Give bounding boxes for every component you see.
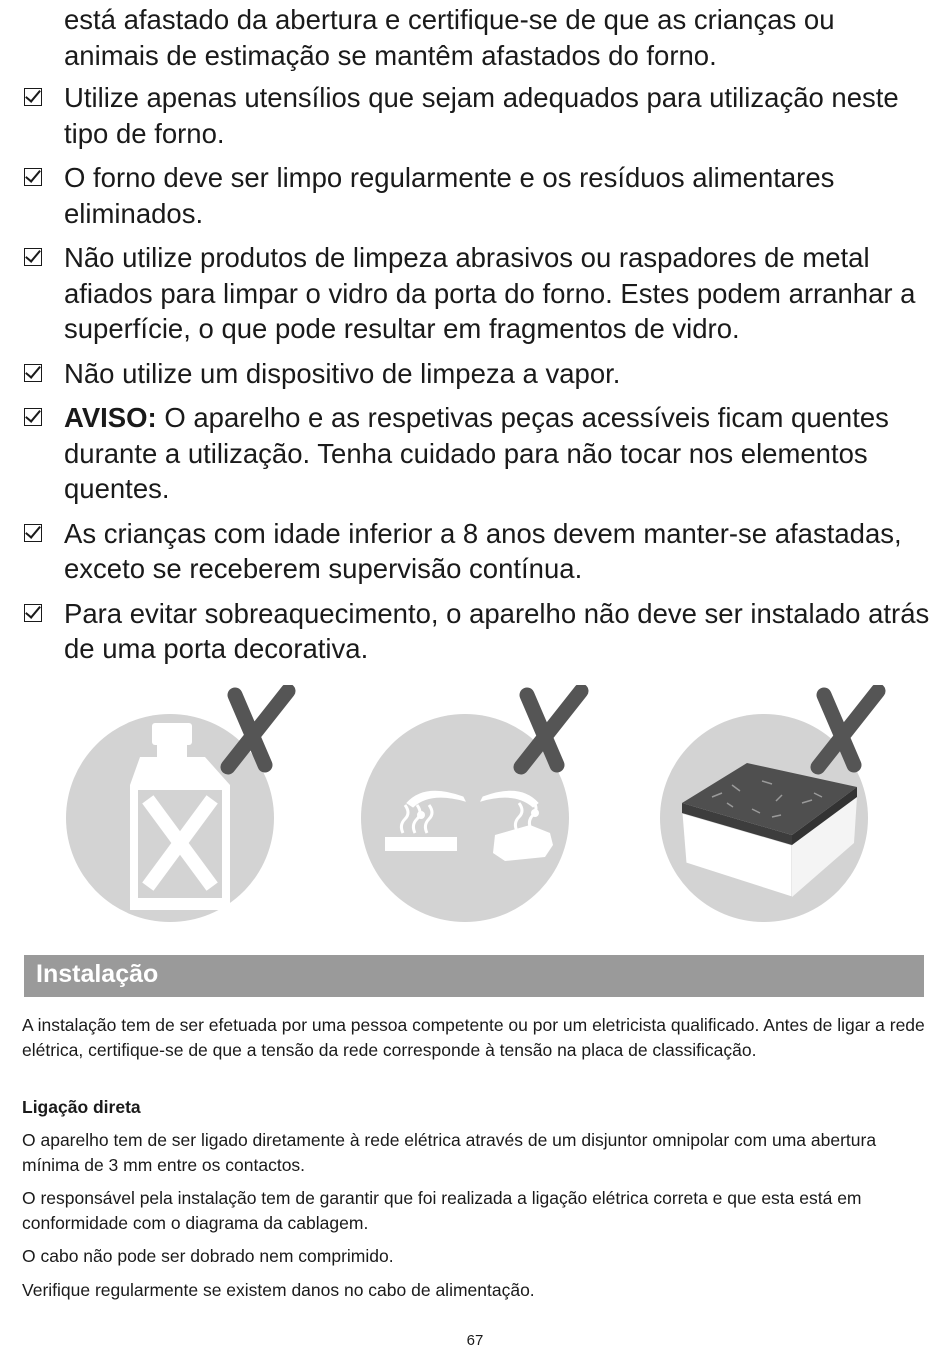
warning-label: AVISO: (64, 402, 157, 433)
abrasive-sponge-illustration (652, 685, 892, 930)
checkbox-icon (24, 248, 42, 266)
checklist-text: Para evitar sobreaquecimento, o aparelho não deve ser instalado atrás de uma porta decorativa. (64, 597, 930, 664)
checkbox-icon (24, 604, 42, 622)
checklist-item (22, 80, 942, 151)
prohibited-x-icon (521, 691, 581, 767)
corrosive-chemical-illustration (355, 685, 595, 930)
safety-checklist (22, 80, 942, 676)
checkbox-icon (24, 524, 42, 542)
checklist-text: O aparelho e as respetivas peças acessíveis ficam quentes durante a utilização. Tenha cuidado para não tocar nos elementos quentes. (64, 402, 889, 504)
checklist-text: O forno deve ser limpo regularmente e os resíduos alimentares eliminados. (64, 162, 835, 229)
paragraph: O cabo não pode ser dobrado nem comprimido. (22, 1246, 394, 1266)
toxic-bottle-illustration (60, 685, 300, 930)
checklist-text: As crianças com idade inferior a 8 anos devem manter-se afastadas, exceto se receberem supervisão contínua. (64, 517, 902, 584)
checkbox-icon (24, 408, 42, 426)
checklist-item (22, 160, 942, 231)
paragraph: O responsável pela instalação tem de garantir que foi realizada a ligação elétrica correta e que esta está em conformidade com o diagrama da cablagem. (22, 1188, 862, 1233)
checklist-item (22, 596, 942, 667)
prohibited-x-icon (228, 691, 288, 767)
checklist-text: Não utilize um dispositivo de limpeza a vapor. (64, 357, 621, 389)
section-title: Instalação (36, 960, 159, 988)
section-header-bar (24, 955, 924, 997)
checklist-item (22, 516, 942, 587)
checkbox-icon (24, 168, 42, 186)
prohibited-x-icon (818, 691, 878, 767)
checkbox-icon (24, 88, 42, 106)
checklist-item (22, 240, 942, 347)
lead-paragraph: está afastado da abertura e certifique-se de que as crianças ou animais de estimação se mantêm afastados do forno. (64, 4, 835, 71)
checklist-item (22, 356, 942, 392)
checklist-item-warning (22, 400, 942, 507)
subheading: Ligação direta (22, 1097, 141, 1117)
installation-intro: A instalação tem de ser efetuada por uma pessoa competente ou por um eletricista qualificado. Antes de ligar a rede elétrica, certifique-se de que a tensão da rede corresponde à tensão na placa de classificação. (22, 1015, 925, 1060)
checkbox-icon (24, 364, 42, 382)
checklist-text: Não utilize produtos de limpeza abrasivos ou raspadores de metal afiados para limpar o vidro da porta do forno. Estes podem arranhar a superfície, o que pode resultar em fragmentos de vidro. (64, 242, 916, 344)
checklist-text: Utilize apenas utensílios que sejam adequados para utilização neste tipo de forno. (64, 82, 899, 149)
page-number: 67 (466, 1332, 484, 1349)
paragraph: Verifique regularmente se existem danos no cabo de alimentação. (22, 1280, 535, 1300)
paragraph: O aparelho tem de ser ligado diretamente à rede elétrica através de um disjuntor omnipolar com uma abertura mínima de 3 mm entre os contactos. (22, 1130, 877, 1175)
